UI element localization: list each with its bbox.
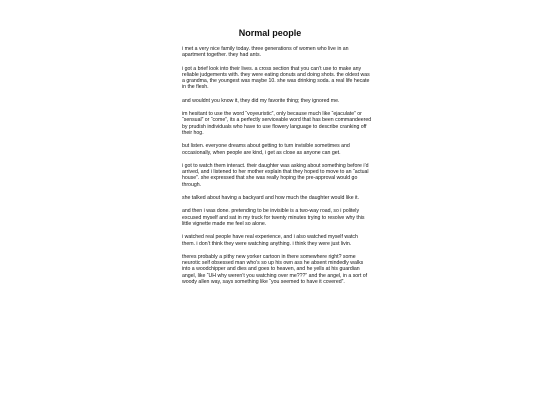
paragraph-3: and wouldnt you know it, they did my favorite thing; they ignored me. [182,97,340,104]
paragraph-6: i got to watch them interact. their daughter was asking about something before i’d arrived, and i listened to her mother explain that they hoped to move to an “actual house”. she expressed that she was really hoping the pre-approval would go through. [182,162,369,188]
paragraph-1: i met a very nice family today. three generations of women who live in an apartment together. they had ants. [182,46,349,59]
paragraph-4: im hesitant to use the word “voyeuristic”, only because much like “ejaculate” or “sensual” or “come”, its a perfectly serviceable word that has been commandeered by prudish individuals who have to use flowery language to describe cranking off their hog. [182,111,372,136]
paragraph-5: but listen. everyone dreams about getting to turn invisible sometimes and occasionally, when people are kind, i get as close as anyone can get. [182,143,350,156]
paragraph-2: i got a brief look into their lives. a cross section that you can’t use to make any reliable judgements with. they were eating donuts and doing shots. the oldest was a grandma, the youngest was maybe 10. she was drinking soda. a real life hecate in the flesh. [182,65,370,91]
document-body [182,46,372,292]
paragraph-7: she talked about having a backyard and how much the daughter would like it. [182,195,360,202]
document-title: Normal people [238,28,302,38]
paragraph-10: theres probably a pithy new yorker cartoon in there somewhere right? some neurotic self obsessed man who’s so up his own ass he absent mindedly walks into a woodchipper and dies and goes to heaven, and he yells at his guardian angel, like “UH why weren’t you watching over me???” and the angel, in a sort of woody allen way, says something like “you seemed to have it covered”. [182,253,368,286]
paragraph-8: and then i was done. pretending to be invisible is a two-way road, so i politely excused myself and sat in my truck for twenty minutes trying to resolve why this little vignette made me feel so alone. [182,208,365,227]
paragraph-9: i watched real people have real experience, and i also watched myself watch them. i don’t think they were watching anything. i think they were just livin. [182,234,358,247]
